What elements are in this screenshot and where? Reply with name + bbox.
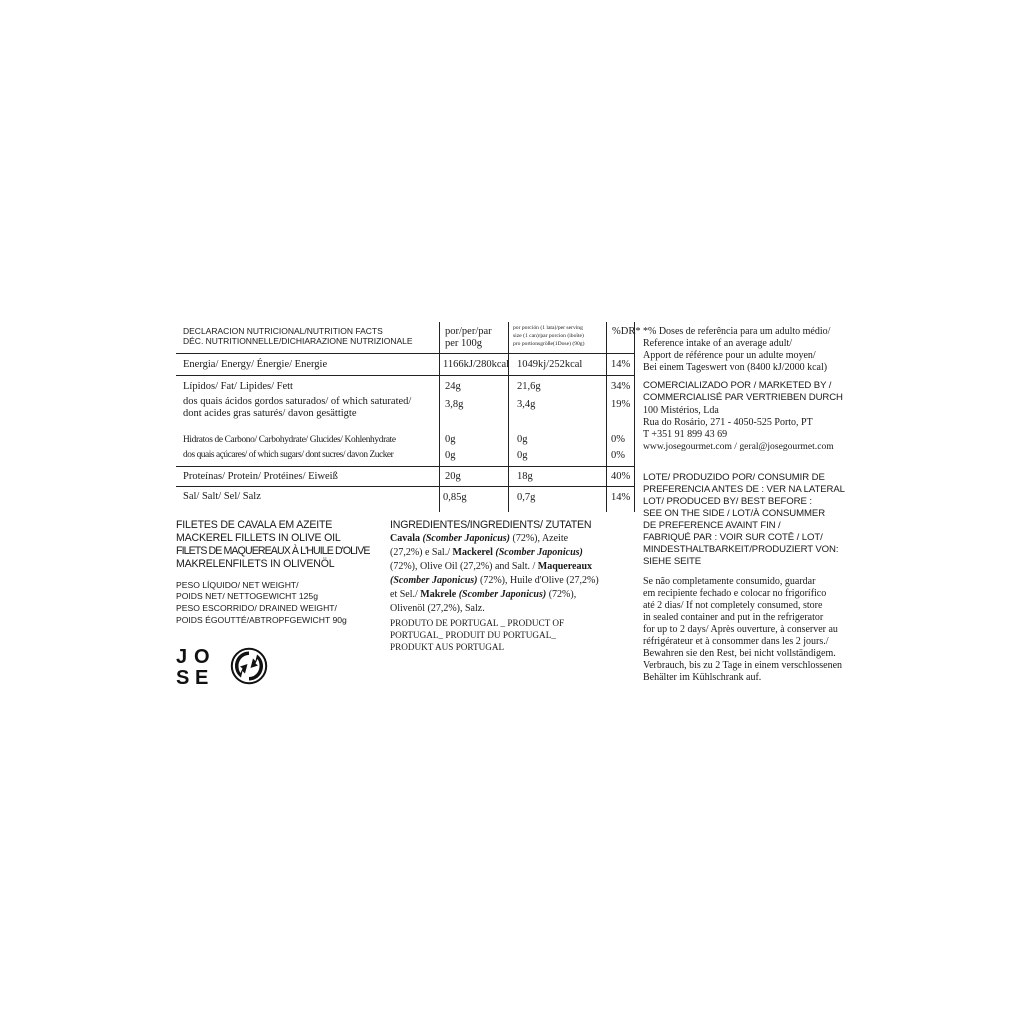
row-saturated-label: dont acides gras saturés/ davon gesättigte bbox=[183, 408, 357, 419]
ingredients-line: Olivenöl (27,2%), Salz. bbox=[390, 603, 485, 614]
lot-line: DE PREFERENCE AVAINT FIN / bbox=[643, 520, 781, 531]
ingredient-name: Cavala bbox=[390, 533, 423, 544]
row-sugars-dr: 0% bbox=[611, 450, 625, 461]
drained-weight: POIDS ÉGOUTTÉ/ABTROPFGEWICHT 90g bbox=[176, 615, 347, 625]
row-fat-per100: 24g bbox=[445, 381, 461, 392]
ingredients-line bbox=[390, 533, 568, 546]
row-energy-per100: 1166kJ/280kcal bbox=[443, 359, 510, 370]
logo-letter: E bbox=[195, 667, 209, 689]
row-energy-serving: 1049kj/252kcal bbox=[517, 359, 583, 370]
row-fat-serving: 21,6g bbox=[517, 381, 541, 392]
product-name-en: MACKEREL FILLETS IN OLIVE OIL bbox=[176, 532, 341, 544]
storage-line: até 2 dias/ If not completely consumed, store bbox=[643, 600, 823, 611]
table-divider bbox=[508, 322, 509, 512]
ingredient-text: (72%), bbox=[546, 589, 577, 600]
green-dot-recycle-icon bbox=[230, 647, 268, 685]
table-divider bbox=[176, 353, 635, 354]
row-salt-dr: 14% bbox=[611, 492, 631, 503]
storage-line: for up to 2 days/ Après ouverture, à conserver au bbox=[643, 624, 838, 635]
ingredient-species: (Scomber Japonicus) bbox=[495, 547, 583, 558]
row-carbs-label: Hidratos de Carbono/ Carbohydrate/ Glucides/ Kohlenhydrate bbox=[183, 435, 396, 445]
ingredient-text: (72%), Olive Oil (27,2%) and Salt. / bbox=[390, 561, 538, 572]
table-divider bbox=[176, 375, 635, 376]
row-salt-serving: 0,7g bbox=[517, 492, 536, 503]
storage-line: Verbrauch, bis zu 2 Tage in einem verschlossenen bbox=[643, 660, 843, 671]
ingredient-name: Maquereaux bbox=[537, 561, 593, 572]
origin-line: PRODUTO DE PORTUGAL _ PRODUCT OF bbox=[390, 618, 565, 628]
table-divider bbox=[634, 322, 635, 512]
reference-note-line: *% Doses de referência para um adulto médio/ bbox=[643, 326, 831, 337]
ingredients-line bbox=[390, 561, 592, 574]
row-sugars-label: dos quais açúcares/ of which sugars/ dont sucres/ davon Zucker bbox=[183, 450, 394, 460]
ingredient-name: Makrele bbox=[420, 589, 457, 600]
storage-line: réfrigérateur et à consommer dans les 2 jours./ bbox=[643, 636, 829, 647]
product-name-pt: FILETES DE CAVALA EM AZEITE bbox=[176, 519, 333, 531]
row-sugars-serving: 0g bbox=[517, 450, 528, 461]
origin-line: PRODUKT AUS PORTUGAL bbox=[390, 642, 505, 652]
lot-line: LOTE/ PRODUZIDO POR/ CONSUMIR DE bbox=[643, 472, 825, 483]
col-header-serving: pro portionsgröße(1Dose) (90g) bbox=[513, 341, 585, 347]
marketer-line: Rua do Rosário, 271 - 4050-525 Porto, PT bbox=[643, 417, 813, 428]
ingredient-text: (72%), Azeite bbox=[510, 533, 569, 544]
row-saturated-dr: 19% bbox=[611, 399, 631, 410]
table-divider bbox=[439, 322, 440, 512]
marketer-web-email: www.josegourmet.com / geral@josegourmet.com bbox=[643, 441, 834, 452]
ingredient-text: (27,2%) e Sal./ bbox=[390, 547, 453, 558]
row-salt-per100: 0,85g bbox=[443, 492, 467, 503]
row-fat-dr: 34% bbox=[611, 381, 631, 392]
lot-line: MINDESTHALTBARKEIT/PRODUZIERT VON: bbox=[643, 544, 839, 555]
row-saturated-serving: 3,4g bbox=[517, 399, 536, 410]
lot-line: LOT/ PRODUCED BY/ BEST BEFORE : bbox=[643, 496, 812, 507]
row-carbs-per100: 0g bbox=[445, 434, 456, 445]
lot-line: SEE ON THE SIDE / LOT/À CONSUMMER bbox=[643, 508, 826, 519]
col-header-serving: por porción (1 lata)/per serving bbox=[513, 325, 583, 331]
table-divider bbox=[176, 486, 635, 487]
ingredients-title: INGREDIENTES/INGREDIENTS/ ZUTATEN bbox=[390, 519, 592, 531]
logo-letter: O bbox=[194, 646, 210, 668]
row-protein-dr: 40% bbox=[611, 471, 631, 482]
marketer-phone: T +351 91 899 43 69 bbox=[643, 429, 728, 440]
net-weight: PESO LÍQUIDO/ NET WEIGHT/ bbox=[176, 580, 299, 590]
product-name-fr: FILETS DE MAQUEREAUX À L'HUILE D'OLIVE bbox=[176, 545, 370, 557]
ingredient-text: et Sel./ bbox=[390, 589, 421, 600]
col-header-dr: %DR* bbox=[612, 326, 641, 337]
row-protein-per100: 20g bbox=[445, 471, 461, 482]
row-carbs-dr: 0% bbox=[611, 434, 625, 445]
drained-weight: PESO ESCORRIDO/ DRAINED WEIGHT/ bbox=[176, 603, 337, 613]
row-protein-label: Proteínas/ Protein/ Protéines/ Eiweiß bbox=[183, 471, 338, 482]
marketer-line: COMERCIALIZADO POR / MARKETED BY / bbox=[643, 380, 832, 391]
table-divider bbox=[606, 322, 607, 512]
table-divider bbox=[176, 466, 635, 467]
table-title: DECLARACION NUTRICIONAL/NUTRITION FACTS bbox=[183, 326, 383, 336]
storage-line: em recipiente fechado e colocar no frigorífico bbox=[643, 588, 827, 599]
reference-note-line: Bei einem Tageswert von (8400 kJ/2000 kcal) bbox=[643, 362, 828, 373]
ingredients-line bbox=[390, 575, 599, 588]
storage-line: in sealed container and put in the refrigerator bbox=[643, 612, 824, 623]
row-sugars-per100: 0g bbox=[445, 450, 456, 461]
col-header-per100: per 100g bbox=[445, 338, 483, 349]
product-name-de: MAKRELENFILETS IN OLIVENÖL bbox=[176, 558, 335, 570]
col-header-per100: por/per/par bbox=[445, 326, 492, 337]
logo-letter: S bbox=[176, 667, 190, 689]
ingredient-species: (Scomber Japonicus) bbox=[458, 589, 547, 600]
lot-line: PREFERENCIA ANTES DE : VER NA LATERAL bbox=[643, 484, 845, 495]
ingredient-text: (72%), Huile d'Olive (27,2%) bbox=[477, 575, 599, 586]
reference-note-line: Apport de référence pour un adulte moyen/ bbox=[643, 350, 816, 361]
ingredients-line bbox=[390, 589, 576, 602]
row-salt-label: Sal/ Salt/ Sel/ Salz bbox=[183, 491, 261, 502]
logo-letter: J bbox=[176, 646, 188, 668]
row-protein-serving: 18g bbox=[517, 471, 533, 482]
ingredient-name: Mackerel bbox=[452, 547, 493, 558]
storage-line: Se não completamente consumido, guardar bbox=[643, 576, 816, 587]
jose-logo-icon bbox=[175, 647, 213, 689]
ingredients-line bbox=[390, 547, 583, 560]
row-fat-label: Lípidos/ Fat/ Lipides/ Fett bbox=[183, 381, 293, 392]
col-header-serving: size (1 can)/par porcion (iboîte) bbox=[513, 333, 584, 339]
lot-line: FABRIQUÉ PAR : VOIR SUR COTÊ / LOT/ bbox=[643, 532, 823, 543]
storage-line: Bewahren sie den Rest, bei nicht vollständigem. bbox=[643, 648, 836, 659]
table-title: DÉC. NUTRITIONNELLE/DICHIARAZIONE NUTRIZIONALE bbox=[183, 336, 413, 346]
row-energy-label: Energia/ Energy/ Énergie/ Energie bbox=[183, 359, 328, 370]
row-saturated-label: dos quais ácidos gordos saturados/ of which saturated/ bbox=[183, 396, 412, 407]
storage-line: Behälter im Kühlschrank auf. bbox=[643, 672, 762, 683]
row-energy-dr: 14% bbox=[611, 359, 631, 370]
ingredient-species: (Scomber Japonicus) bbox=[422, 533, 510, 544]
ingredient-species: (Scomber Japonicus) bbox=[390, 575, 478, 586]
lot-line: SIEHE SEITE bbox=[643, 556, 702, 567]
marketer-line: COMMERCIALISÉ PAR VERTRIEBEN DURCH bbox=[643, 392, 843, 403]
row-carbs-serving: 0g bbox=[517, 434, 528, 445]
origin-line: PORTUGAL_ PRODUIT DU PORTUGAL_ bbox=[390, 630, 556, 640]
marketer-line: 100 Mistérios, Lda bbox=[643, 405, 719, 416]
row-saturated-per100: 3,8g bbox=[445, 399, 464, 410]
reference-note-line: Reference intake of an average adult/ bbox=[643, 338, 793, 349]
net-weight: POIDS NET/ NETTOGEWICHT 125g bbox=[176, 591, 318, 601]
